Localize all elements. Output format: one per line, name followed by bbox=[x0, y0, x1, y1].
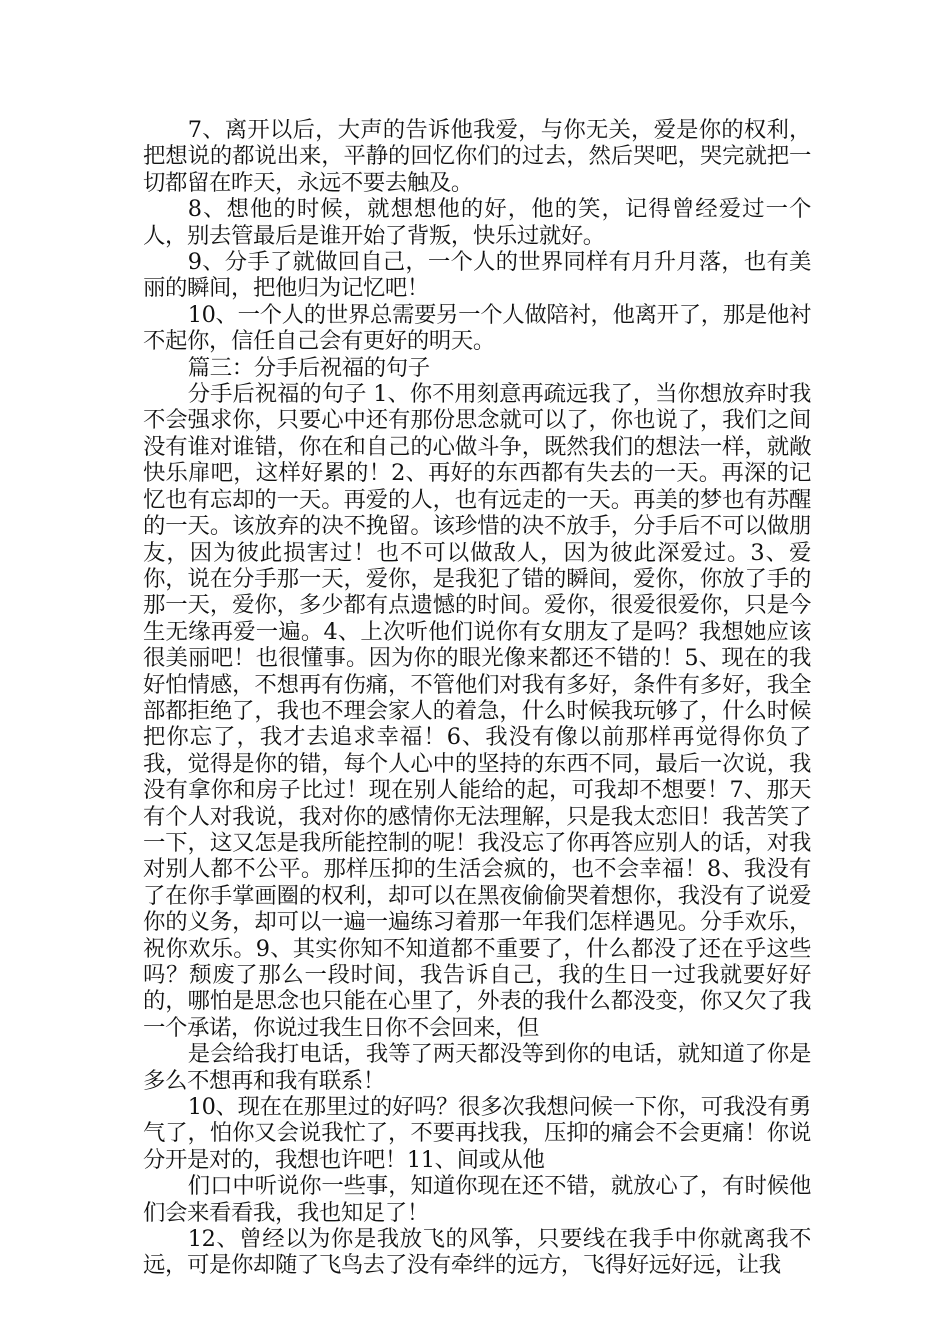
paragraph-section-three: 分手后祝福的句子 1、你不用刻意再疏远我了，当你想放弃时我不会强求你，只要心中还有那份思念就可以了，你也说了，我们之间没有谁对谁错，你在和自己的心做斗争，既然我们的想法一样，就敞快乐扉吧，这样好累的！2、再好的东西都有失去的一天。再深的记忆也有忘却的一天。再爱的人，也有远走的一天。再美的梦也有苏醒的一天。该放弃的决不挽留。该珍惜的决不放手，分手后不可以做朋友，因为彼此损害过！也不可以做敌人，因为彼此深爱过。3、爱你，说在分手那一天，爱你，是我犯了错的瞬间，爱你，你放了手的那一天，爱你，多少都有点遗憾的时间。爱你，很爱很爱你，只是今生无缘再爱一遍。4、上次听他们说你有女朋友了是吗？我想她应该很美丽吧！也很懂事。因为你的眼光像来都还不错的！5、现在的我好怕情感，不想再有伤痛，不管他们对我有多好，条件有多好，我全部都拒绝了，我也不理会家人的着急，什么时候我玩够了，什么时候把你忘了，我才去追求幸福！6、我没有像以前那样再觉得你负了我，觉得是你的错，每个人心中的坚持的东西不同，最后一次说，我没有拿你和房子比过！现在别人能给的起，可我却不想要！7、那天有个人对我说，我对你的感情你无法理解，只是我太恋旧！我苦笑了一下，这又怎是我所能控制的呢！我没忘了你再答应别人的话，对我对别人都不公平。那样压抑的生活会疯的，也不会幸福！8、我没有了在你手掌画圈的权利，却可以在黑夜偷偷哭着想你，我没有了说爱你的义务，却可以一遍一遍练习着那一年我们怎样遇见。分手欢乐，祝你欢乐。9、其实你知不知道都不重要了，什么都没了还在乎这些吗？颓废了那么一段时间，我告诉自己，我的生日一过我就要好好的，哪怕是思念也只能在心里了，外表的我什么都没变，你又欠了我一个承诺，你说过我生日你不会回来，但 bbox=[143, 381, 811, 1041]
document-body bbox=[143, 117, 811, 1279]
paragraph-12: 12、曾经以为你是我放飞的风筝，只要线在我手中你就离我不远，可是你却随了飞鸟去了没有牵绊的远方，飞得好远好远，让我 bbox=[143, 1226, 811, 1279]
paragraph-10: 10、一个人的世界总需要另一个人做陪衬，他离开了，那是他衬不起你，信任自己会有更好的明天。 bbox=[143, 301, 811, 355]
paragraph-7: 7、离开以后，大声的告诉他我爱，与你无关，爱是你的权利，把想说的都说出来，平静的回忆你们的过去，然后哭吧，哭完就把一切都留在昨天，永远不要去触及。 bbox=[143, 117, 811, 196]
paragraph-11-continuation: 们口中听说你一些事，知道你现在还不错，就放心了，有时候他们会来看看我，我也知足了！ bbox=[143, 1173, 811, 1226]
paragraph-continuation: 是会给我打电话，我等了两天都没等到你的电话，就知道了你是多么不想再和我有联系！ bbox=[143, 1041, 811, 1094]
section-heading: 篇三：分手后祝福的句子 bbox=[187, 354, 430, 381]
paragraph-10-second: 10、现在在那里过的好吗？很多次我想问候一下你，可我没有勇气了，怕你又会说我忙了，不要再找我，压抑的痛会不会更痛！你说分开是对的，我想也许吧！11、间或从他 bbox=[143, 1094, 811, 1173]
paragraph-8: 8、想他的时候，就想想他的好，他的笑，记得曾经爱过一个人，别去管最后是谁开始了背叛，快乐过就好。 bbox=[143, 196, 811, 249]
paragraph-9: 9、分手了就做回自己，一个人的世界同样有月升月落，也有美丽的瞬间，把他归为记忆吧！ bbox=[143, 249, 811, 302]
